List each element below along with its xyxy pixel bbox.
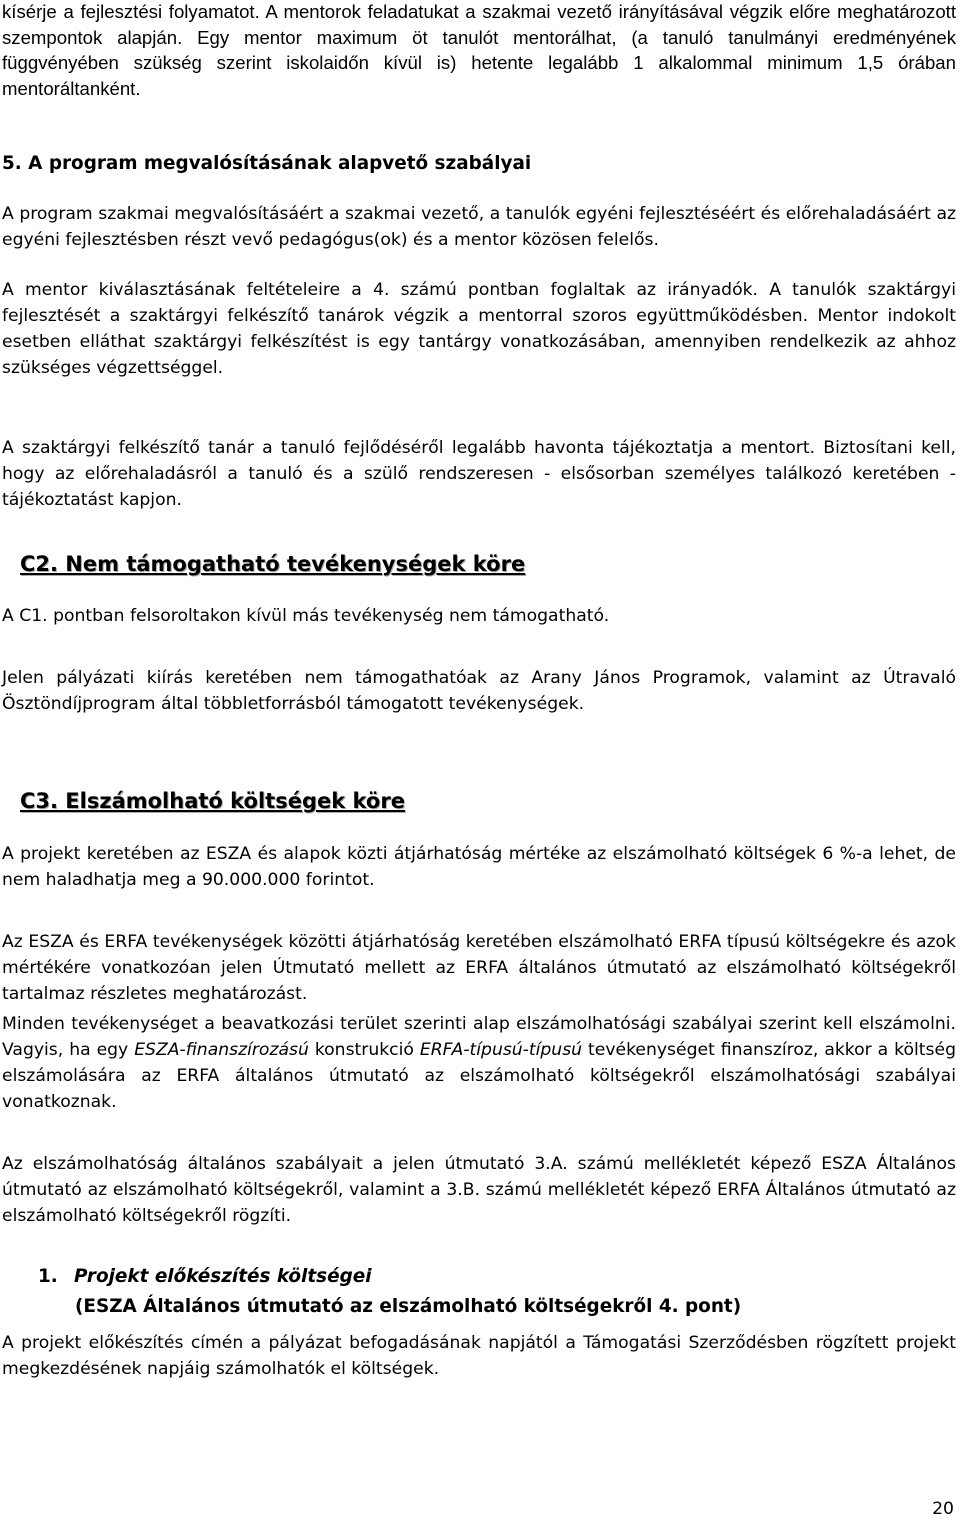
item-1-number: 1. (38, 1266, 58, 1287)
section-5-paragraph-1: A program szakmai megvalósításáért a szakmai vezető, a tanulók egyéni fejlesztéséért és előrehaladásáért az egyéni fejlesztésben részt vevő pedagógus(ok) és a mentor közösen felelős. (2, 204, 956, 250)
section-5-paragraph-2: A mentor kiválasztásának feltételeire a 4. számú pontban foglaltak az irányadók. A tanulók szaktárgyi fejlesztését a szaktárgyi felkészítő tanárok végzik a mentorral szoros együttműködésben. Mentor indokolt esetben elláthat szaktárgyi felkészítést is egy tantárgy vonatkozásában, amennyiben rendelkezik az ahhoz szükséges végzettséggel. (2, 280, 956, 378)
section-5-paragraph-3: A szaktárgyi felkészítő tanár a tanuló fejlődéséről legalább havonta tájékoztatja a mentort. Biztosítani kell, hogy az előrehaladásról a tanuló és a szülő rendszeresen - elsősorban személyes találkozó keretében - tájékoztatást kapjon. (2, 438, 956, 510)
c3-paragraph-3-part-a: Minden tevékenységet a beavatkozási terület szerinti alap elszámolhatósági szabályai szerint kell elszámolni. Vagyis, ha egy (2, 1014, 956, 1060)
c3-heading: C3. Elszámolható költségek köre (20, 789, 405, 813)
item-1-paragraph: A projekt előkészítés címén a pályázat befogadásának napjától a Támogatási Szerződésben rögzített projekt megkezdésének napjáig számolhatók el költségek. (2, 1333, 956, 1379)
page-number: 20 (932, 1499, 954, 1519)
c2-heading: C2. Nem támogatható tevékenységek köre (20, 552, 526, 576)
c2-paragraph-2: Jelen pályázati kiírás keretében nem támogathatóak az Arany János Programok, valamint az Útravaló Ösztöndíjprogram által többletforrásból támogatott tevékenységek. (2, 668, 956, 714)
c3-paragraph-3-part-b: konstrukció (308, 1040, 420, 1060)
c3-paragraph-1: A projekt keretében az ESZA és alapok közti átjárhatóság mértéke az elszámolható költségek 6 %-a lehet, de nem haladhatja meg a 90.000.000 forintot. (2, 844, 956, 890)
esza-finanszirozasu-emphasis: ESZA-finanszírozású (134, 1040, 309, 1060)
c3-paragraph-4: Az elszámolhatóság általános szabályait a jelen útmutató 3.A. számú mellékletét képező ESZA Általános útmutató az elszámolható költségekről, valamint a 3.B. számú mellékletét képező ERFA Általános útmutató az elszámolható költségekről rögzíti. (2, 1154, 956, 1226)
erfa-tipusu-emphasis: ERFA-típusú-típusú (419, 1040, 583, 1060)
section-5-heading: 5. A program megvalósításának alapvető szabályai (2, 153, 532, 174)
item-1-subheading: (ESZA Általános útmutató az elszámolható költségekről 4. pont) (75, 1296, 742, 1317)
item-1-heading (38, 1262, 372, 1292)
c3-paragraph-2: Az ESZA és ERFA tevékenységek közötti átjárhatóság keretében elszámolható ERFA típusú költségekre és azok mértékére vonatkozóan jelen Útmutató mellett az ERFA általános útmutató az elszámolható költségekről tartalmaz részletes meghatározást. (2, 932, 956, 1004)
c3-paragraph-3 (2, 1011, 956, 1115)
c3-paragraph-3-part-c: tevékenységet finanszíroz, akkor a költség elszámolására az ERFA általános útmutató az elszámolható költségekről elszámolhatósági szabályai vonatkoznak. (2, 1040, 956, 1112)
intro-paragraph: kísérje a fejlesztési folyamatot. A mentorok feladatukat a szakmai vezető irányításával végzik előre meghatározott szempontok alapján. Egy mentor maximum öt tanulót mentorálhat, (a tanuló tanulmányi eredményének függvényében szükség szerint iskolaidőn kívül is) hetente legalább 1 alkalommal minimum 1,5 órában mentoráltanként. (2, 1, 956, 99)
c2-paragraph-1: A C1. pontban felsoroltakon kívül más tevékenység nem támogatható. (2, 606, 610, 626)
item-1-title: Projekt előkészítés költségei (74, 1266, 372, 1287)
